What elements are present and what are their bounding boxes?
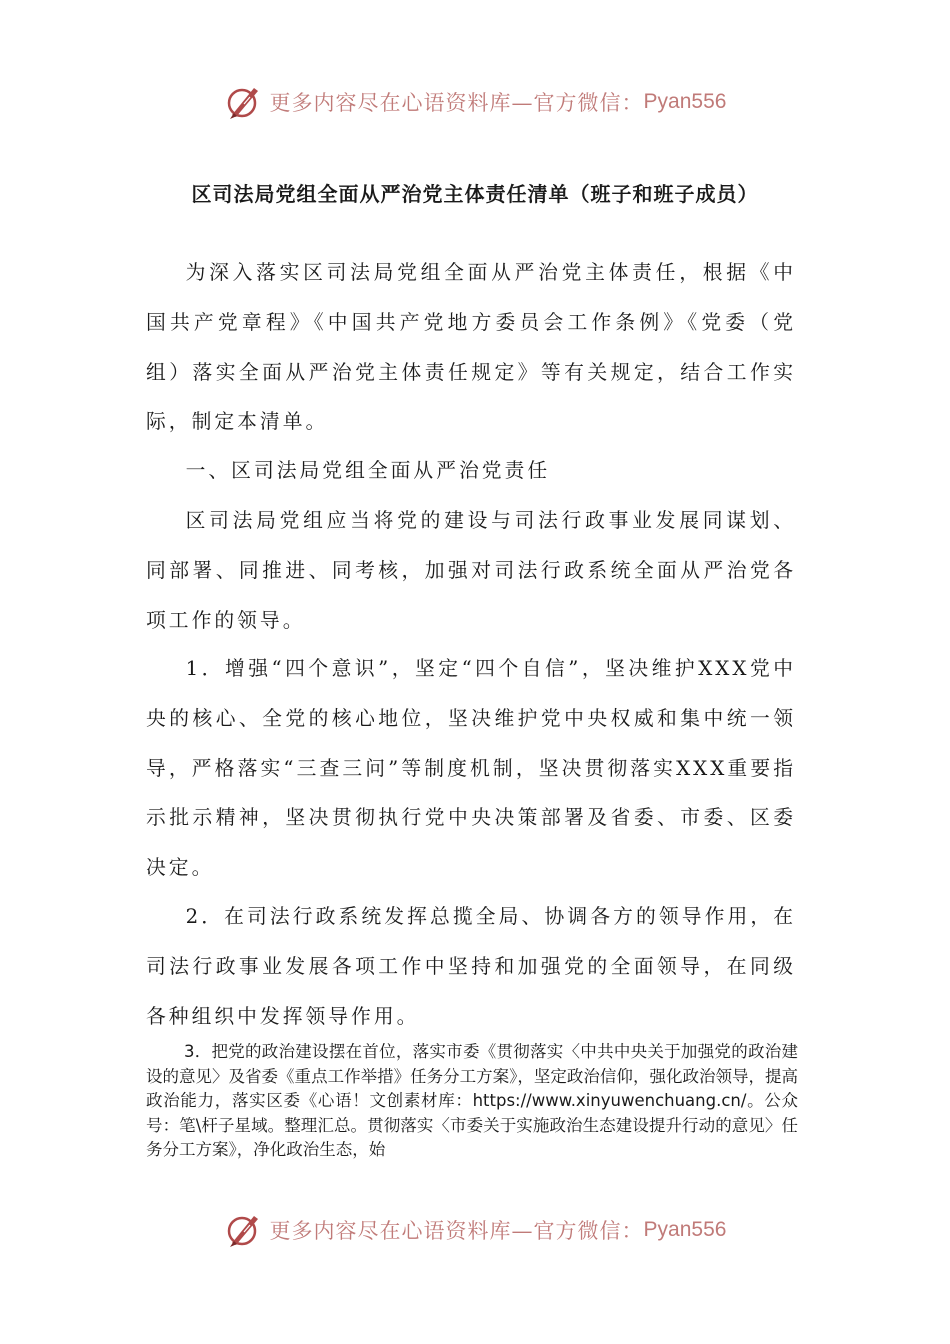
watermark-footer	[0, 1208, 950, 1252]
document-title: 区司法局党组全面从严治党主体责任清单（班子和班子成员）	[191, 182, 759, 206]
paragraph-item-3: 3．把党的政治建设摆在首位，落实市委《贯彻落实〈中共中央关于加强党的政治建设的意见〉及省委《重点工作举措》任务分工方案》，坚定政治信仰，强化政治领导，提高政治能力，落实区委《心语！文创素材库：https://www.xinyuwenchuang.cn/。公众号：笔\杆子星域。整理汇总。贯彻落实〈市委关于实施政治生态建设提升行动的意见〉任务分工方案》，净化政治生态，始	[146, 1042, 798, 1159]
section-heading: 一、区司法局党组全面从严治党责任	[185, 459, 551, 482]
quill-pen-logo-icon	[224, 1210, 264, 1250]
watermark-text: 更多内容尽在心语资料库—官方微信：	[269, 91, 644, 115]
paragraph-intro: 为深入落实区司法局党组全面从严治党主体责任，根据《中国共产党章程》《中国共产党地方委员会工作条例》《党委（党组）落实全面从严治党主体责任规定》等有关规定，结合工作实际，制定本清单。	[146, 261, 796, 434]
paragraph-item-1: 1．增强“四个意识”，坚定“四个自信”，坚决维护XXX党中央的核心、全党的核心地位，坚决维护党中央权威和集中统一领导，严格落实“三查三问”等制度机制，坚决贯彻落实XXX重要指示批示精神，坚决贯彻执行党中央决策部署及省委、市委、区委决定。	[146, 657, 796, 880]
watermark-header	[0, 80, 950, 124]
paragraph-section-body: 区司法局党组应当将党的建设与司法行政事业发展同谋划、同部署、同推进、同考核，加强对司法行政系统全面从严治党各项工作的领导。	[146, 509, 796, 632]
watermark-handle: Pyan556	[643, 90, 727, 113]
watermark-handle: Pyan556	[643, 1218, 727, 1241]
paragraph-item-2: 2．在司法行政系统发挥总揽全局、协调各方的领导作用，在司法行政事业发展各项工作中坚持和加强党的全面领导，在同级各种组织中发挥领导作用。	[146, 905, 796, 1028]
quill-pen-logo-icon	[224, 82, 264, 122]
watermark-text: 更多内容尽在心语资料库—官方微信：	[269, 1219, 644, 1243]
